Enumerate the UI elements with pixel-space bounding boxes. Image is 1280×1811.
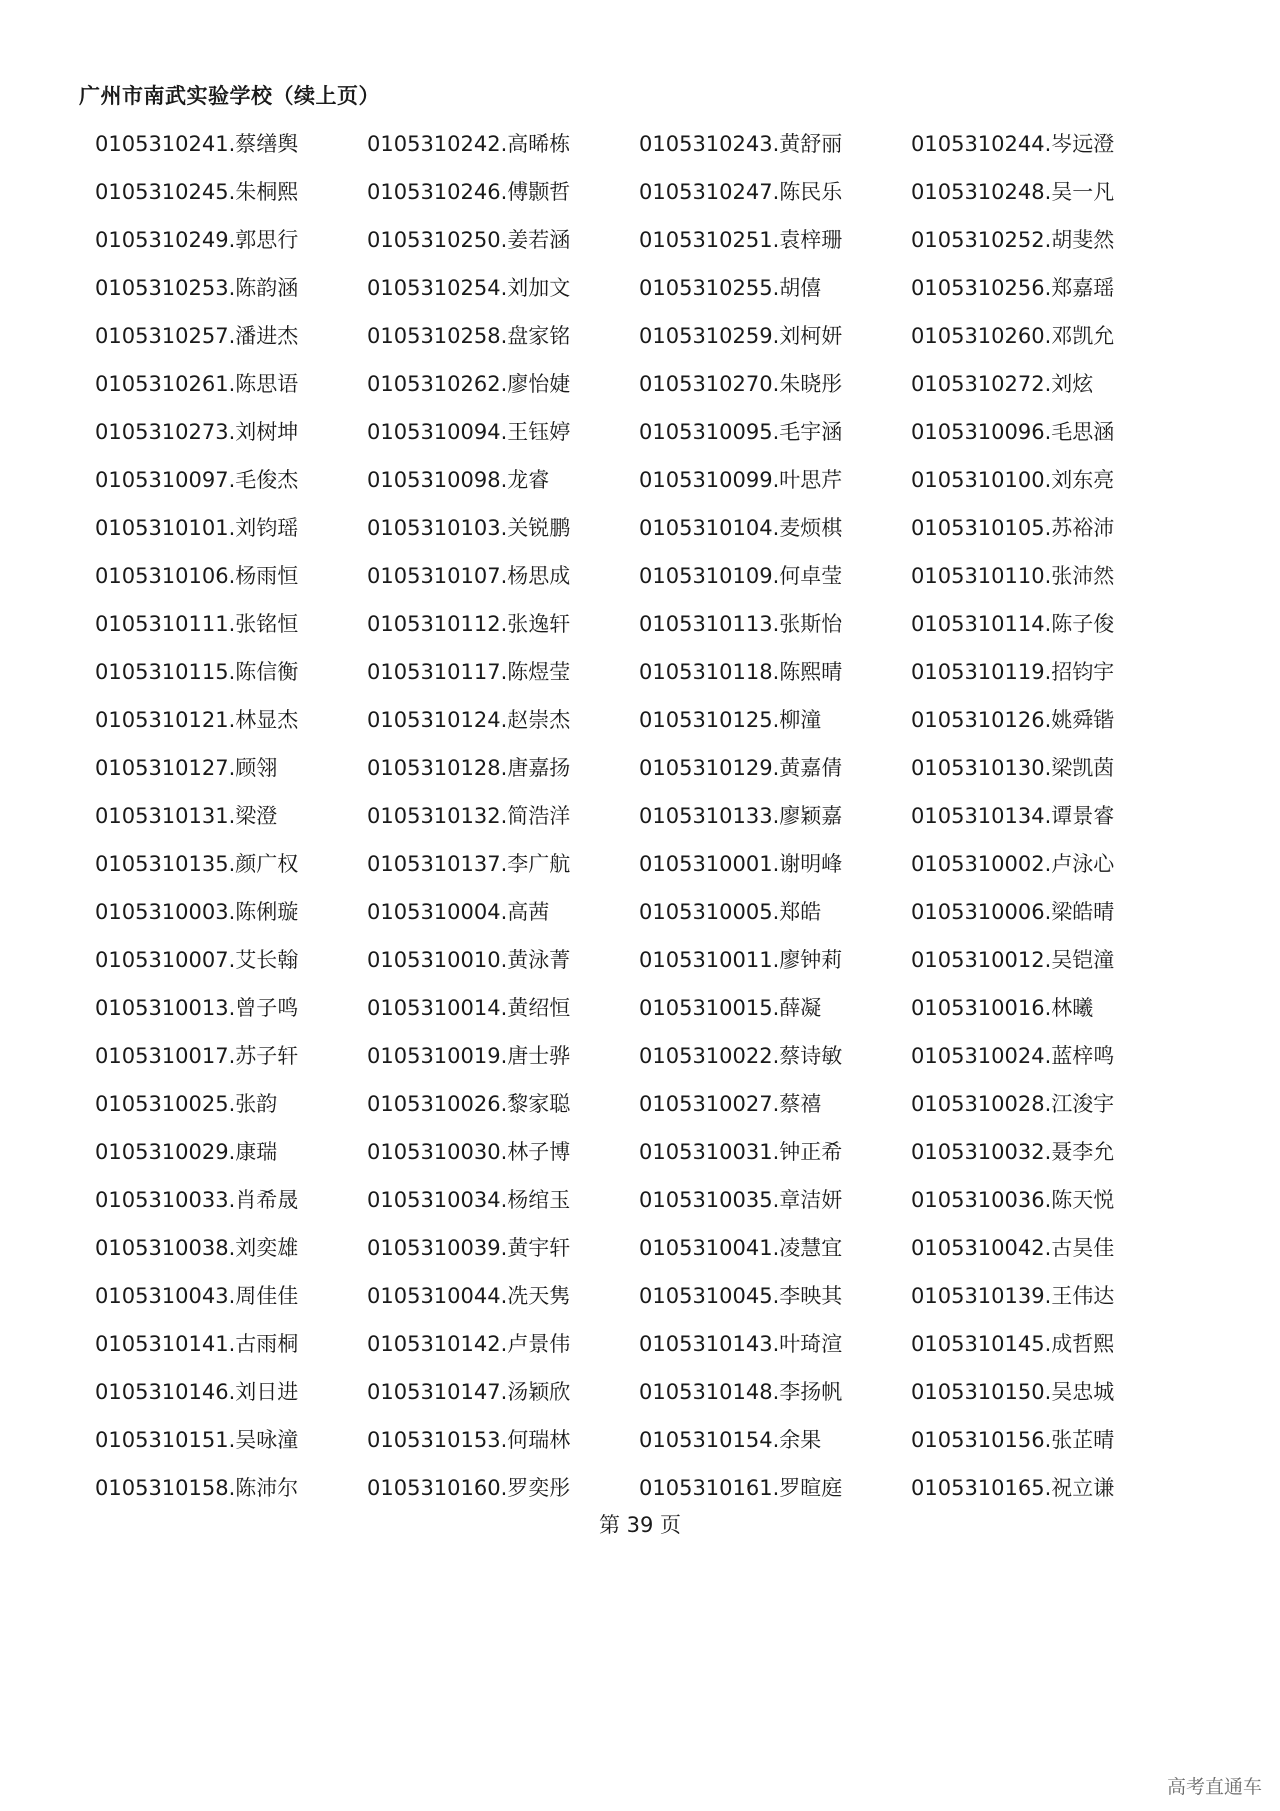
student-entry: 0105310131.梁澄 — [95, 804, 278, 828]
student-entry: 0105310132.简浩洋 — [367, 804, 571, 828]
student-entry: 0105310254.刘加文 — [367, 276, 571, 300]
student-entry: 0105310248.吴一凡 — [911, 180, 1115, 204]
student-entry: 0105310146.刘日进 — [95, 1380, 299, 1404]
student-entry: 0105310032.聂李允 — [911, 1140, 1115, 1164]
student-entry: 0105310096.毛思涵 — [911, 420, 1115, 444]
student-entry: 0105310113.张斯怡 — [639, 612, 843, 636]
student-entry: 0105310261.陈思语 — [95, 372, 299, 396]
page-heading: 广州市南武实验学校（续上页） — [79, 84, 380, 108]
student-entry: 0105310094.王钰婷 — [367, 420, 571, 444]
student-entry: 0105310011.廖钟莉 — [639, 948, 843, 972]
student-entry: 0105310019.唐士骅 — [367, 1044, 571, 1068]
student-entry: 0105310115.陈信衡 — [95, 660, 299, 684]
student-entry: 0105310042.古昊佳 — [911, 1236, 1115, 1260]
student-entry: 0105310125.柳潼 — [639, 708, 822, 732]
student-entry: 0105310097.毛俊杰 — [95, 468, 299, 492]
student-entry: 0105310025.张韵 — [95, 1092, 278, 1116]
student-entry: 0105310024.蓝梓鸣 — [911, 1044, 1115, 1068]
student-entry: 0105310114.陈子俊 — [911, 612, 1115, 636]
student-entry: 0105310007.艾长翰 — [95, 948, 299, 972]
student-entry: 0105310133.廖颖嘉 — [639, 804, 843, 828]
student-entry: 0105310098.龙睿 — [367, 468, 550, 492]
student-entry: 0105310242.高晞栋 — [367, 132, 571, 156]
student-entry: 0105310246.傅颢哲 — [367, 180, 571, 204]
watermark: 高考直通车 — [1166, 1776, 1262, 1798]
student-entry: 0105310107.杨思成 — [367, 564, 571, 588]
student-entry: 0105310137.李广航 — [367, 852, 571, 876]
student-entry: 0105310014.黄绍恒 — [367, 996, 571, 1020]
student-entry: 0105310016.林曦 — [911, 996, 1094, 1020]
student-entry: 0105310147.汤颖欣 — [367, 1380, 571, 1404]
student-entry: 0105310252.胡斐然 — [911, 228, 1115, 252]
student-entry: 0105310012.吴铠潼 — [911, 948, 1115, 972]
student-entry: 0105310158.陈沛尔 — [95, 1476, 299, 1500]
student-entry: 0105310262.廖怡婕 — [367, 372, 571, 396]
student-entry: 0105310022.蔡诗敏 — [639, 1044, 843, 1068]
student-entry: 0105310272.刘炫 — [911, 372, 1094, 396]
student-entry: 0105310001.谢明峰 — [639, 852, 843, 876]
student-entry: 0105310134.谭景睿 — [911, 804, 1115, 828]
student-entry: 0105310244.岑远澄 — [911, 132, 1115, 156]
student-entry: 0105310100.刘东亮 — [911, 468, 1115, 492]
student-entry: 0105310165.祝立谦 — [911, 1476, 1115, 1500]
student-entry: 0105310260.邓凯允 — [911, 324, 1115, 348]
student-entry: 0105310015.薛凝 — [639, 996, 822, 1020]
student-entry: 0105310117.陈煜莹 — [367, 660, 571, 684]
student-entry: 0105310141.古雨桐 — [95, 1332, 299, 1356]
student-entry: 0105310135.颜广权 — [95, 852, 299, 876]
student-entry: 0105310004.高茜 — [367, 900, 550, 924]
student-entry: 0105310045.李映其 — [639, 1284, 843, 1308]
student-entry: 0105310142.卢景伟 — [367, 1332, 571, 1356]
student-entry: 0105310270.朱晓彤 — [639, 372, 843, 396]
student-entry: 0105310251.袁梓珊 — [639, 228, 843, 252]
student-entry: 0105310035.章洁妍 — [639, 1188, 843, 1212]
student-entry: 0105310028.江浚宇 — [911, 1092, 1115, 1116]
student-entry: 0105310127.顾翎 — [95, 756, 278, 780]
student-entry: 0105310036.陈天悦 — [911, 1188, 1115, 1212]
student-entry: 0105310111.张铭恒 — [95, 612, 299, 636]
student-entry: 0105310030.林子博 — [367, 1140, 571, 1164]
student-entry: 0105310110.张沛然 — [911, 564, 1115, 588]
student-entry: 0105310143.叶琦渲 — [639, 1332, 843, 1356]
student-entry: 0105310038.刘奕雄 — [95, 1236, 299, 1260]
student-entry: 0105310124.赵崇杰 — [367, 708, 571, 732]
student-entry: 0105310255.胡僖 — [639, 276, 822, 300]
student-entry: 0105310039.黄宇轩 — [367, 1236, 571, 1260]
student-entry: 0105310101.刘钧瑶 — [95, 516, 299, 540]
student-entry: 0105310099.叶思芹 — [639, 468, 843, 492]
student-entry: 0105310247.陈民乐 — [639, 180, 843, 204]
student-entry: 0105310241.蔡缮舆 — [95, 132, 299, 156]
student-entry: 0105310005.郑皓 — [639, 900, 822, 924]
student-entry: 0105310003.陈俐璇 — [95, 900, 299, 924]
student-entry: 0105310103.关锐鹏 — [367, 516, 571, 540]
student-entry: 0105310112.张逸轩 — [367, 612, 571, 636]
student-entry: 0105310029.康瑞 — [95, 1140, 278, 1164]
student-entry: 0105310259.刘柯妍 — [639, 324, 843, 348]
student-entry: 0105310128.唐嘉扬 — [367, 756, 571, 780]
student-entry: 0105310256.郑嘉瑶 — [911, 276, 1115, 300]
student-entry: 0105310129.黄嘉倩 — [639, 756, 843, 780]
student-entry: 0105310139.王伟达 — [911, 1284, 1115, 1308]
student-entry: 0105310126.姚舜锴 — [911, 708, 1115, 732]
student-entry: 0105310095.毛宇涵 — [639, 420, 843, 444]
student-entry: 0105310033.肖希晟 — [95, 1188, 299, 1212]
student-entry: 0105310257.潘进杰 — [95, 324, 299, 348]
student-entry: 0105310118.陈熙晴 — [639, 660, 843, 684]
student-entry: 0105310027.蔡禧 — [639, 1092, 822, 1116]
student-entry: 0105310043.周佳佳 — [95, 1284, 299, 1308]
student-entry: 0105310017.苏子轩 — [95, 1044, 299, 1068]
student-list — [95, 120, 1175, 1512]
student-entry: 0105310273.刘树坤 — [95, 420, 299, 444]
student-entry: 0105310010.黄泳菁 — [367, 948, 571, 972]
student-entry: 0105310253.陈韵涵 — [95, 276, 299, 300]
student-entry: 0105310153.何瑞林 — [367, 1428, 571, 1452]
student-entry: 0105310109.何卓莹 — [639, 564, 843, 588]
student-entry: 0105310145.成哲熙 — [911, 1332, 1115, 1356]
student-entry: 0105310034.杨绾玉 — [367, 1188, 571, 1212]
student-entry: 0105310161.罗暄庭 — [639, 1476, 843, 1500]
student-entry: 0105310119.招钧宇 — [911, 660, 1115, 684]
page-number: 第 39 页 — [598, 1513, 682, 1537]
student-entry: 0105310150.吴忠城 — [911, 1380, 1115, 1404]
student-entry: 0105310104.麦烦棋 — [639, 516, 843, 540]
student-entry: 0105310013.曾子鸣 — [95, 996, 299, 1020]
student-entry: 0105310031.钟正希 — [639, 1140, 843, 1164]
student-entry: 0105310106.杨雨恒 — [95, 564, 299, 588]
student-entry: 0105310245.朱桐熙 — [95, 180, 299, 204]
student-entry: 0105310258.盘家铭 — [367, 324, 571, 348]
student-entry: 0105310148.李扬帆 — [639, 1380, 843, 1404]
student-entry: 0105310006.梁皓晴 — [911, 900, 1115, 924]
student-entry: 0105310151.吴咏潼 — [95, 1428, 299, 1452]
student-entry: 0105310156.张芷晴 — [911, 1428, 1115, 1452]
student-entry: 0105310121.林显杰 — [95, 708, 299, 732]
student-entry: 0105310041.凌慧宜 — [639, 1236, 843, 1260]
student-entry: 0105310249.郭思行 — [95, 228, 299, 252]
student-entry: 0105310002.卢泳心 — [911, 852, 1115, 876]
student-entry: 0105310243.黄舒丽 — [639, 132, 843, 156]
student-entry: 0105310154.余果 — [639, 1428, 822, 1452]
student-entry: 0105310160.罗奕彤 — [367, 1476, 571, 1500]
student-entry: 0105310105.苏裕沛 — [911, 516, 1115, 540]
student-entry: 0105310130.梁凯茵 — [911, 756, 1115, 780]
student-entry: 0105310044.冼天隽 — [367, 1284, 571, 1308]
student-entry: 0105310026.黎家聪 — [367, 1092, 571, 1116]
student-entry: 0105310250.姜若涵 — [367, 228, 571, 252]
